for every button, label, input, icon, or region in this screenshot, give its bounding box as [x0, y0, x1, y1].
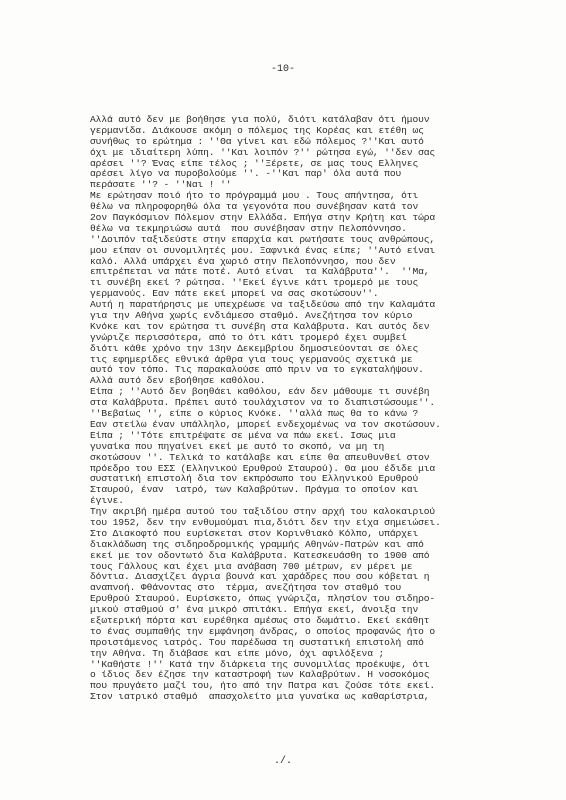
- text-line: Κνόκε και τον ερώτησα τι συνέβη στα Καλάβρυτα. Και αυτός δεν: [90, 320, 430, 332]
- page-number: -10-: [270, 64, 295, 75]
- text-line: αρέσει λίγο να πυροβολούμε ''. -''Και παρ' όλα αυτά που: [90, 168, 402, 180]
- text-line: σκοτώσουν ''. Τελικά το κατάλαβε και είπε θα απευθυνθεί στον: [90, 451, 430, 463]
- text-line: διότι κάθε χρόνο την 13ην Δεκεμβρίου δημοσιεύονται σε όλες: [90, 342, 419, 354]
- text-line: για την Αθήνα χωρίς ενδιάμεσο σταθμό. Ανεζήτησα τον κύριο: [90, 310, 413, 322]
- text-line: όχι με ιδιαίτερη λύπη. ''Και λοιπόν ?'' ρώτησα εγώ, ''δεν σας: [90, 146, 436, 158]
- text-line: ''Βεβαίως '', είπε ο κύριος Κνόκε. ''αλλά πως θα το κάνω ?: [90, 408, 419, 420]
- text-line: ο ίδιος δεν έζησε την καταστροφή των Καλαβρύτων. Η νοσοκόμος: [90, 669, 430, 681]
- text-line: θέλω να τεκμηριώσω αυτά που συνέβησαν στην Πελοπόννησο.: [90, 222, 407, 234]
- body-text: [90, 115, 530, 703]
- text-line: Με ερώτησαν ποιό ήτο το πρόγραμμά μου . Τους απήντησα, ότι: [90, 190, 419, 202]
- text-line: γερμανίδα. Διάκουσε ακόμη ο πόλεμος της Κορέας και ετέθη ως: [90, 124, 424, 136]
- text-line: του 1952, δεν την ενθυμούμαι πια,διότι δεν την είχα σημειώσει.: [90, 516, 441, 528]
- text-line: γερμανούς. Εαν πάτε εκεί μπορεί να σας σκοτώσουν''.: [90, 288, 379, 300]
- text-line: Είπα ; ''Τότε επιτρέψατε σε μένα να πάω εκεί. Ισως μια: [90, 429, 396, 441]
- text-line: πρόεδρο του ΕΣΣ (Ελληνικού Ερυθρού Σταυρού). Θα μου έδιδε μια: [90, 462, 436, 474]
- text-line: γυναίκα που πηγαίνει εκεί με αυτό το σκοπό, να μη τη: [90, 440, 385, 452]
- text-line: το ένας συμπαθής την εμφάνηση άνδρας, ο οποίος προφανώς ήτο ο: [90, 625, 436, 637]
- text-line: δόντια. Διασχίζει άγρια βουνά και χαράδρες που σου κόβεται η: [90, 571, 430, 583]
- text-line: συνήθως το ερώτημα : ''Θα γίνει και εδώ πόλεμος ?''Και αυτό: [90, 135, 424, 147]
- text-line: Ερυθρού Σταυρού. Ευρίσκετο, όπως γνώριζα, πλησίον του σιδηρο-: [90, 593, 436, 605]
- text-line: μικού σταθμού σ' ένα μικρό σπιτάκι. Επήγα εκεί, άνοιξα την: [90, 604, 419, 616]
- text-line: θέλω να πληροφορηθώ όλα τα γεγονότα που συνέβησαν κατά τον: [90, 201, 419, 213]
- text-line: αυτό τον τόπο. Τις παρακαλούσε από πριν να το εγκαταλήψουν.: [90, 364, 424, 376]
- text-line: έγινε.: [90, 495, 124, 507]
- text-line: Σταυρού, έναν ιατρό, των Καλαβρύτων. Πράγμα το οποίον και: [90, 484, 419, 496]
- text-line: αρέσει ''? Ένας είπε τέλος ; ''Ξέρετε, σε μας τους Ελληνες: [90, 157, 419, 169]
- text-line: Αυτή η παρατήρησις με υπεχρέωσε να ταξιδεύσω από την Καλαμάτα: [90, 299, 436, 311]
- text-line: εξωτερική πόρτα και ευρέθηκα αμέσως στο δωμάτιο. Εκεί εκάθητ: [90, 614, 430, 626]
- text-line: ''Δοιπόν ταξιδεύστε στην επαρχία και ρωτήσατε τους ανθρώπους,: [90, 233, 436, 245]
- text-line: ''Καθήστε !'' Κατά την διάρκεια της συνομιλίας προέκυψε, ότι: [90, 658, 430, 670]
- text-line: Αλλά αυτό δεν με βοήθησε για πολύ, διότι κατάλαβαν ότι ήμουν: [90, 114, 430, 125]
- text-line: προιστάμενος ιατρός. Του παρέδωσα τη συστατική επιστολή από: [90, 636, 424, 648]
- text-line: Στον ιατρικό σταθμό απασχολείτο μια γυναίκα ως καθαρίστρια,: [90, 691, 430, 703]
- text-line: Στο Διακοφτό που ευρίσκεται στον Κορινθιακό Κόλπο, υπάρχει: [90, 527, 419, 539]
- text-line: αναπνοή. Φθάνοντας στο τέρμα, ανεζήτησα τον σταθμό του: [90, 582, 402, 594]
- text-line: γνώριζε περισσότερα, από το ότι κάτι τρομερό έχει συμβεί: [90, 331, 407, 343]
- text-line: Εαν στείλω έναν υπάλληλο, μπορεί ενδεχομένως να τον σκοτώσουν.: [90, 418, 441, 430]
- text-line: 2ον Παγκόσμιον Πόλεμον στην Ελλάδα. Επήγα στην Κρήτη και τώρα: [90, 212, 436, 224]
- text-line: τι συνέβη εκεί ? ρώτησα. ''Εκεί έγινε κάτι τρομερό με τους: [90, 277, 419, 289]
- text-line: διακλάδωση της σιδηροδρομικής γραμμής Αθηνών-Πατρών και από: [90, 538, 424, 550]
- text-line: καλό. Αλλά υπάρχει ένα χωριό στην Πελοπόννησο, που δεν: [90, 255, 396, 267]
- text-line: τις εφημερίδες εθνικά άρθρα για τους γερμανούς σχετικά με: [90, 353, 413, 365]
- text-line: που πρυγάετο μαζί του, ήτο από την Πατρα και ζούσε τότε εκεί.: [90, 680, 436, 692]
- text-line: επιτρέπεται να πάτε ποτέ. Αυτό είναι τα Καλάβρυτα''. ''Μα,: [90, 266, 430, 278]
- text-line: Είπα ; ''Αυτό δεν βοηθάει καθόλου, εάν δεν μάθουμε τι συνέβη: [90, 386, 430, 398]
- text-line: Την ακριβή ημέρα αυτού του ταξιδίου στην αρχή του καλοκαιριού: [90, 506, 436, 518]
- text-line: την Αθήνα. Τη διάβασε και είπε μόνο, όχι αφιλόξενα ;: [90, 647, 385, 659]
- continuation-mark: ./.: [273, 756, 292, 767]
- text-line: τους Γάλλους και έχει μια ανάβαση 700 μέτρων, εν μέρει με: [90, 560, 413, 572]
- text-line: μου είπαν οι συνομιλητές μου. Ξαφνικά ένας είπε; ''Αυτό είναι: [90, 244, 436, 256]
- text-line: εκεί με τον οδοντωτό δια Καλάβρυτα. Κατεσκευάσθη το 1900 από: [90, 549, 430, 561]
- text-line: συστατική επιστολή δια τον εκπρόσωπο του Ελληνικού Ερυθρού: [90, 473, 419, 485]
- text-line: Αλλά αυτό δεν εβοήθησε καθόλου.: [90, 375, 266, 387]
- text-line: περάσατε ''? - ''Ναι ! '': [90, 179, 232, 191]
- text-line: στα Καλάβρυτα. Πρέπει αυτό τουλάχιστον να το διαπιστώσουμε''.: [90, 397, 436, 409]
